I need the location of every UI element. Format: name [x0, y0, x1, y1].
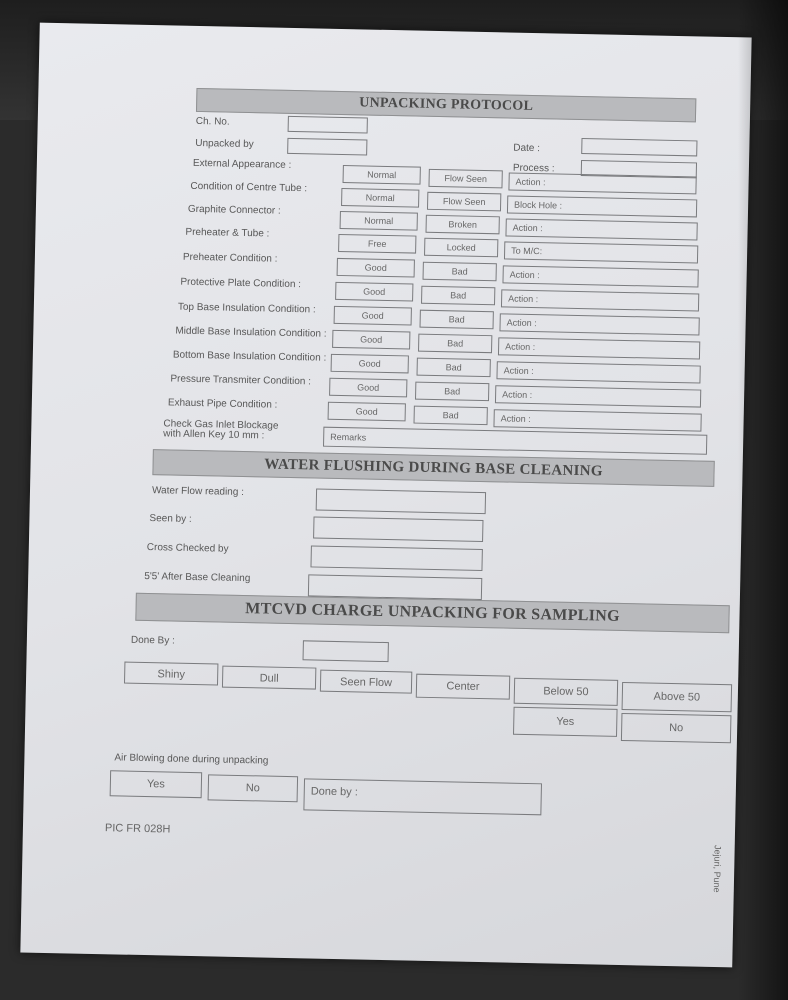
seen-by-field[interactable] — [313, 516, 483, 542]
option-box[interactable]: Bad — [415, 382, 489, 402]
location-stamp: Jejuri, Pune — [711, 844, 723, 893]
action-field[interactable]: Action : — [498, 337, 700, 359]
option-box[interactable]: Good — [334, 306, 412, 326]
option-box[interactable]: Good — [337, 258, 415, 278]
option-box[interactable]: Flow Seen — [428, 169, 502, 189]
option-center[interactable]: Center — [416, 674, 510, 700]
row-label: Condition of Centre Tube : — [190, 180, 308, 195]
seen-by-label: Seen by : — [149, 513, 192, 525]
row-label: Preheater & Tube : — [185, 226, 270, 240]
option-shiny[interactable]: Shiny — [124, 662, 218, 686]
row-label: Bottom Base Insulation Condition : — [172, 349, 327, 364]
option-box[interactable]: Free — [338, 234, 416, 254]
action-field[interactable]: Block Hole : — [507, 195, 697, 217]
water-flow-label: Water Flow reading : — [151, 485, 245, 499]
option-box[interactable]: Good — [328, 402, 406, 422]
paper-form-sheet — [20, 23, 751, 968]
air-blowing-label: Air Blowing done during unpacking — [114, 752, 269, 767]
done-by-label: Done By : — [130, 634, 175, 647]
mtcvd-header: MTCVD CHARGE UNPACKING FOR SAMPLING — [135, 593, 729, 633]
row-label: Top Base Insulation Condition : — [177, 301, 316, 316]
remarks-field[interactable]: Remarks — [323, 427, 707, 455]
action-field[interactable]: Action : — [508, 173, 696, 195]
date-label: Date : — [513, 142, 541, 155]
option-box[interactable]: Bad — [423, 262, 497, 282]
edge-shadow — [738, 0, 788, 1000]
after-base-label: 5'5' After Base Cleaning — [144, 570, 251, 585]
option-above-50[interactable]: Above 50 — [622, 682, 733, 712]
air-yes-option[interactable]: Yes — [110, 770, 203, 798]
unpacked-by-field[interactable] — [287, 138, 367, 156]
row-label: Preheater Condition : — [182, 251, 278, 265]
option-box[interactable]: Good — [331, 354, 409, 374]
ch-no-field[interactable] — [288, 116, 368, 134]
water-flushing-header: WATER FLUSHING DURING BASE CLEANING — [152, 449, 714, 487]
gas-inlet-label: Check Gas Inlet Blockage with Allen Key 10 mm : — [163, 418, 279, 442]
unpacked-by-label: Unpacked by — [195, 137, 254, 151]
action-field[interactable]: Action : — [505, 218, 697, 240]
air-no-option[interactable]: No — [208, 774, 299, 802]
date-field[interactable] — [581, 138, 697, 156]
option-box[interactable]: Flow Seen — [427, 192, 501, 212]
option-box[interactable]: Good — [335, 282, 413, 302]
action-field[interactable]: Action : — [499, 313, 699, 335]
option-box[interactable]: Good — [332, 330, 410, 350]
option-box[interactable]: Bad — [417, 358, 491, 378]
cross-checked-field[interactable] — [310, 545, 482, 571]
option-below-50[interactable]: Below 50 — [514, 678, 619, 706]
cross-checked-label: Cross Checked by — [146, 542, 229, 555]
option-box[interactable]: Bad — [414, 406, 488, 426]
row-label: Graphite Connector : — [187, 203, 281, 217]
action-field[interactable]: Action : — [495, 385, 701, 407]
option-dull[interactable]: Dull — [222, 666, 316, 690]
row-label: Protective Plate Condition : — [180, 276, 302, 291]
yes-option[interactable]: Yes — [513, 707, 618, 737]
process-label: Process : — [512, 162, 555, 175]
no-option[interactable]: No — [621, 713, 732, 743]
action-field[interactable]: To M/C: — [504, 241, 698, 263]
action-field[interactable]: Action : — [493, 409, 701, 431]
water-flow-field[interactable] — [316, 489, 486, 515]
action-field[interactable]: Action : — [502, 265, 698, 287]
option-box[interactable]: Normal — [343, 165, 421, 185]
unpacking-protocol-header: UNPACKING PROTOCOL — [196, 88, 696, 122]
option-box[interactable]: Bad — [420, 310, 494, 330]
option-seen-flow[interactable]: Seen Flow — [320, 670, 412, 694]
row-label: External Appearance : — [192, 157, 292, 171]
option-box[interactable]: Good — [329, 378, 407, 398]
option-box[interactable]: Broken — [426, 215, 500, 235]
option-box[interactable]: Normal — [341, 188, 419, 208]
option-box[interactable]: Normal — [340, 211, 418, 231]
form-code: PIC FR 028H — [104, 822, 171, 836]
row-label: Middle Base Insulation Condition : — [175, 325, 327, 340]
row-label: Exhaust Pipe Condition : — [167, 397, 278, 411]
option-box[interactable]: Locked — [424, 238, 498, 258]
action-field[interactable]: Action : — [501, 289, 699, 311]
done-by-field[interactable] — [303, 640, 389, 662]
option-box[interactable]: Bad — [418, 334, 492, 354]
air-done-by-field[interactable]: Done by : — [303, 778, 542, 815]
ch-no-label: Ch. No. — [195, 115, 230, 128]
row-label: Pressure Transmiter Condition : — [170, 373, 312, 388]
option-box[interactable]: Bad — [421, 286, 495, 306]
action-field[interactable]: Action : — [496, 361, 700, 383]
